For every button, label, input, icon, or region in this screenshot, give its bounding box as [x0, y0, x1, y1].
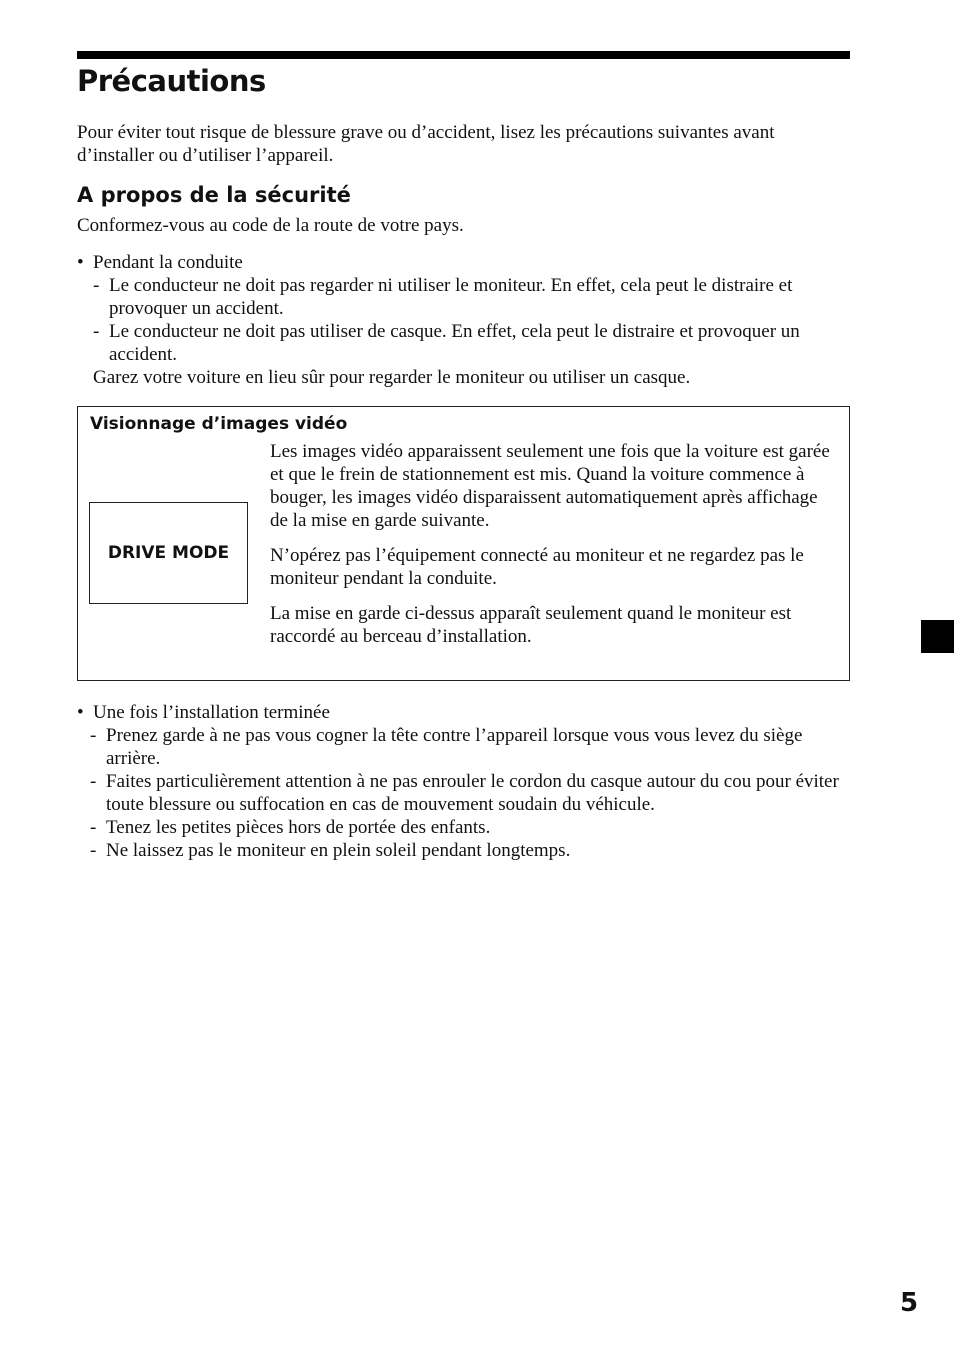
- bullet-dot: •: [77, 252, 84, 273]
- drive-mode-label: DRIVE MODE: [107, 542, 230, 563]
- bullet-title-text: Une fois l’installation terminée: [93, 702, 330, 723]
- list-item: [77, 770, 850, 816]
- dash-marker: -: [90, 840, 97, 861]
- notice-paragraph: La mise en garde ci-dessus apparaît seulement quand le moniteur est raccordé au berceau d’installation.: [270, 603, 792, 647]
- list-item-text: Ne laissez pas le moniteur en plein soleil pendant longtemps.: [106, 840, 571, 861]
- after-install-dash-list: [77, 724, 850, 862]
- notice-body: [270, 440, 835, 660]
- page-title: Précautions: [77, 64, 266, 98]
- list-item-text: Le conducteur ne doit pas regarder ni utiliser le moniteur. En effet, cela peut le distraire et provoquer un accident.: [109, 275, 793, 319]
- notice-paragraph: N’opérez pas l’équipement connecté au moniteur et ne regardez pas le moniteur pendant la conduite.: [270, 545, 804, 589]
- list-item: [77, 839, 850, 862]
- driving-dash-list: [77, 274, 850, 366]
- list-item-text: Tenez les petites pièces hors de portée des enfants.: [106, 817, 491, 838]
- bullet-dot: •: [77, 702, 84, 723]
- list-item-text: Faites particulièrement attention à ne pas enrouler le cordon du casque autour du cou pour éviter toute blessure ou suffocation en cas de mouvement soudain du véhicule.: [106, 771, 839, 815]
- safety-intro: Conformez-vous au code de la route de votre pays.: [77, 215, 464, 236]
- notice-paragraph: Les images vidéo apparaissent seulement une fois que la voiture est garée et que le frein de stationnement est mis. Quand la voiture commence à bouger, les images vidéo disparaissent automatiquement après affichage de la mise en garde suivante.: [270, 441, 830, 531]
- driving-precautions: [77, 251, 850, 389]
- page-number: 5: [900, 1288, 919, 1318]
- header-rule: [77, 51, 850, 59]
- dash-marker: -: [90, 725, 97, 746]
- list-item: [77, 816, 850, 839]
- bullet-title-text: Pendant la conduite: [93, 252, 243, 273]
- after-install-precautions: [77, 701, 850, 862]
- notice-title: Visionnage d’images vidéo: [90, 414, 348, 434]
- parking-note: Garez votre voiture en lieu sûr pour regarder le moniteur ou utiliser un casque.: [93, 367, 691, 388]
- intro-paragraph: Pour éviter tout risque de blessure grave ou d’accident, lisez les précautions suivantes avant d’installer ou d’utiliser l’appareil.: [77, 122, 775, 166]
- language-tab-marker: [921, 620, 954, 653]
- dash-marker: -: [93, 275, 100, 296]
- video-viewing-notice: [77, 406, 850, 681]
- list-item: [77, 724, 850, 770]
- section-heading-safety: A propos de la sécurité: [77, 183, 351, 207]
- list-item-text: Le conducteur ne doit pas utiliser de casque. En effet, cela peut le distraire et provoquer un accident.: [109, 321, 800, 365]
- bullet-title-after-install: [77, 701, 850, 724]
- dash-marker: -: [93, 321, 100, 342]
- bullet-title-driving: [77, 251, 850, 274]
- dash-marker: -: [90, 771, 97, 792]
- list-item: [77, 274, 850, 320]
- list-item-text: Prenez garde à ne pas vous cogner la tête contre l’appareil lorsque vous vous levez du siège arrière.: [106, 725, 803, 769]
- drive-mode-display: [89, 502, 248, 604]
- list-item: [77, 320, 850, 366]
- dash-marker: -: [90, 817, 97, 838]
